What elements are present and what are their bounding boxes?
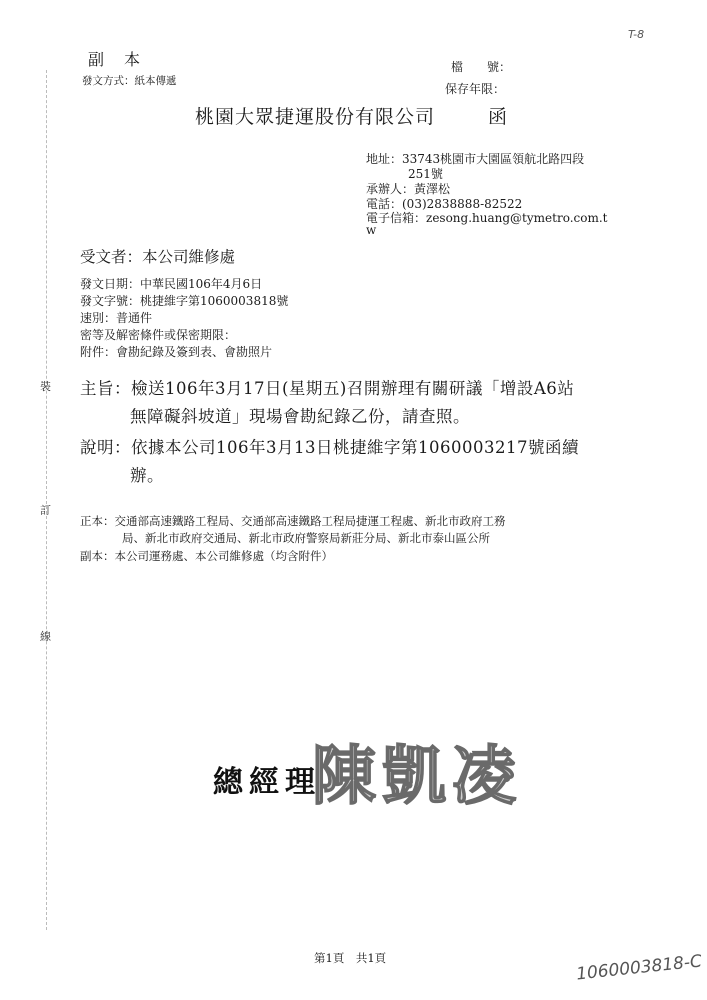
secrecy-level: 密等及解密條件或保密期限： (80, 328, 237, 342)
document-type: 函 (488, 106, 509, 128)
issue-date: 發文日期：中華民國106年4月6日 (80, 277, 263, 291)
file-number-label: 檔 號： (451, 60, 512, 74)
sender-address: 地址：33743桃園市大園區領航北路四段 (366, 152, 585, 166)
explanation-line-2: 辦。 (130, 466, 164, 485)
subject-line-2: 無障礙斜坡道」現場會勘紀錄乙份，請查照。 (130, 407, 470, 426)
signature-title: 總經理 (213, 765, 321, 800)
binding-mark-ding: 訂 (40, 504, 51, 517)
sender-email-cont: w (366, 223, 377, 237)
recipient: 受文者：本公司維修處 (80, 248, 236, 266)
retention-label: 保存年限： (445, 82, 506, 96)
binding-mark-zhuang: 裝 (40, 380, 51, 393)
send-method: 發文方式：紙本傳遞 (82, 75, 177, 87)
corner-handwritten-mark: T-8 (628, 28, 645, 41)
handwritten-document-number: 1060003818-C (575, 951, 703, 985)
copy-recipients: 副本：本公司運務處、本公司維修處（均含附件） (80, 549, 333, 563)
sender-handler: 承辦人：黃澤松 (366, 182, 451, 196)
main-recipients-cont: 局、新北市政府交通局、新北市政府警察局新莊分局、新北市泰山區公所 (122, 531, 490, 545)
sender-phone: 電話：(03)2838888-82522 (366, 197, 523, 211)
explanation-line-1: 說明：依據本公司106年3月13日桃捷維字第1060003217號函續 (80, 438, 579, 457)
subject-line-1: 主旨：檢送106年3月17日(星期五)召開辦理有關研議「增設A6站 (80, 379, 575, 398)
signature-name-stamp: 陳凱凌 (312, 739, 522, 814)
attachments: 附件：會勘紀錄及簽到表、會勘照片 (80, 345, 273, 359)
delivery-speed: 速別：普通件 (80, 311, 153, 325)
page-number: 第1頁 共1頁 (314, 951, 387, 965)
main-recipients: 正本：交通部高速鐵路工程局、交通部高速鐵路工程局捷運工程處、新北市政府工務 (80, 514, 506, 528)
copy-label: 副 本 (88, 50, 143, 69)
binding-line (46, 70, 47, 930)
document-number: 發文字號：桃捷維字第1060003818號 (80, 294, 289, 308)
company-title: 桃園大眾捷運股份有限公司 (195, 106, 436, 128)
binding-mark-xian: 線 (40, 630, 51, 643)
sender-address-cont: 251號 (408, 167, 443, 181)
sender-email: 電子信箱：zesong.huang@tymetro.com.t (366, 211, 608, 225)
